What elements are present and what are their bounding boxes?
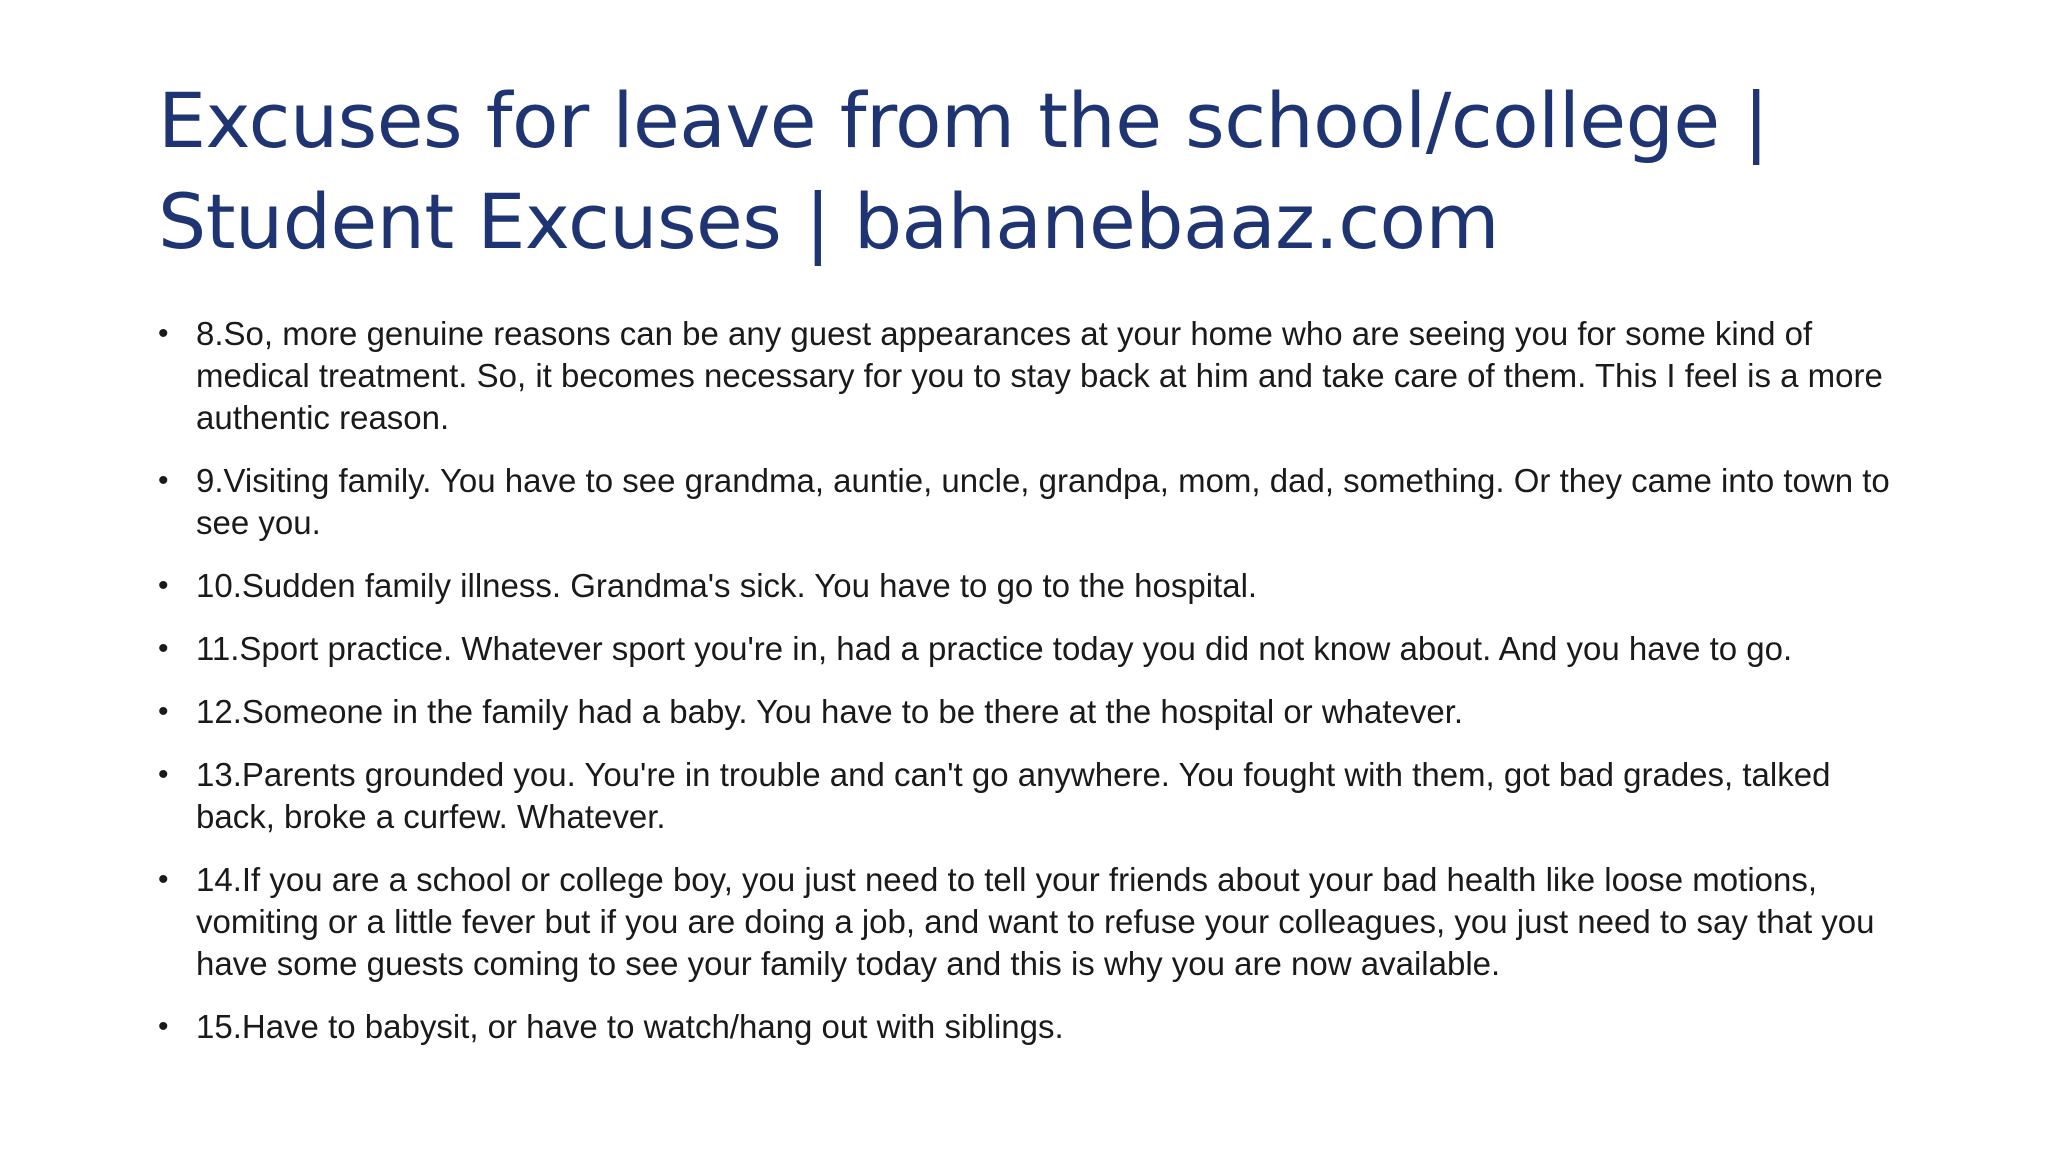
bullet-text: 13.Parents grounded you. You're in trouble and can't go anywhere. You fought with them, got bad grades, talked back, broke a curfew. Whatever. [196, 756, 1831, 835]
bullet-item-10 [158, 565, 1918, 607]
bullet-item-11 [158, 628, 1918, 670]
slide-title [158, 70, 1918, 272]
bullet-text: 8.So, more genuine reasons can be any guest appearances at your home who are seeing you for some kind of medical treatment. So, it becomes necessary for you to stay back at him and take care of them. This I feel is a more authentic reason. [196, 315, 1883, 436]
bullet-list [158, 313, 1918, 1069]
bullet-icon: • [158, 632, 169, 665]
bullet-text: 10.Sudden family illness. Grandma's sick. You have to go to the hospital. [196, 567, 1258, 604]
slide-title-line-1: Excuses for leave from the school/college | [158, 76, 1769, 165]
slide-title-line-2: Student Excuses | bahanebaaz.com [158, 177, 1500, 266]
bullet-text: 9.Visiting family. You have to see grandma, auntie, uncle, grandpa, mom, dad, something. Or they came into town to see you. [196, 462, 1890, 541]
bullet-icon: • [158, 863, 169, 896]
bullet-icon: • [158, 695, 169, 728]
bullet-item-13 [158, 754, 1918, 838]
bullet-text: 11.Sport practice. Whatever sport you're in, had a practice today you did not know about. And you have to go. [196, 630, 1793, 667]
bullet-item-14 [158, 859, 1918, 985]
bullet-icon: • [158, 317, 169, 350]
bullet-item-8 [158, 313, 1918, 439]
bullet-icon: • [158, 569, 169, 602]
bullet-text: 14.If you are a school or college boy, you just need to tell your friends about your bad health like loose motions, vomiting or a little fever but if you are doing a job, and want to refuse your colleagues, you just need to say that you have some guests coming to see your family today and this is why you are now available. [196, 861, 1875, 982]
bullet-icon: • [158, 758, 169, 791]
bullet-text: 12.Someone in the family had a baby. You have to be there at the hospital or whatever. [196, 693, 1464, 730]
bullet-icon: • [158, 1010, 169, 1043]
bullet-item-9 [158, 460, 1918, 544]
bullet-text: 15.Have to babysit, or have to watch/hang out with siblings. [196, 1008, 1064, 1045]
bullet-icon: • [158, 464, 169, 497]
bullet-item-12 [158, 691, 1918, 733]
bullet-item-15 [158, 1006, 1918, 1048]
